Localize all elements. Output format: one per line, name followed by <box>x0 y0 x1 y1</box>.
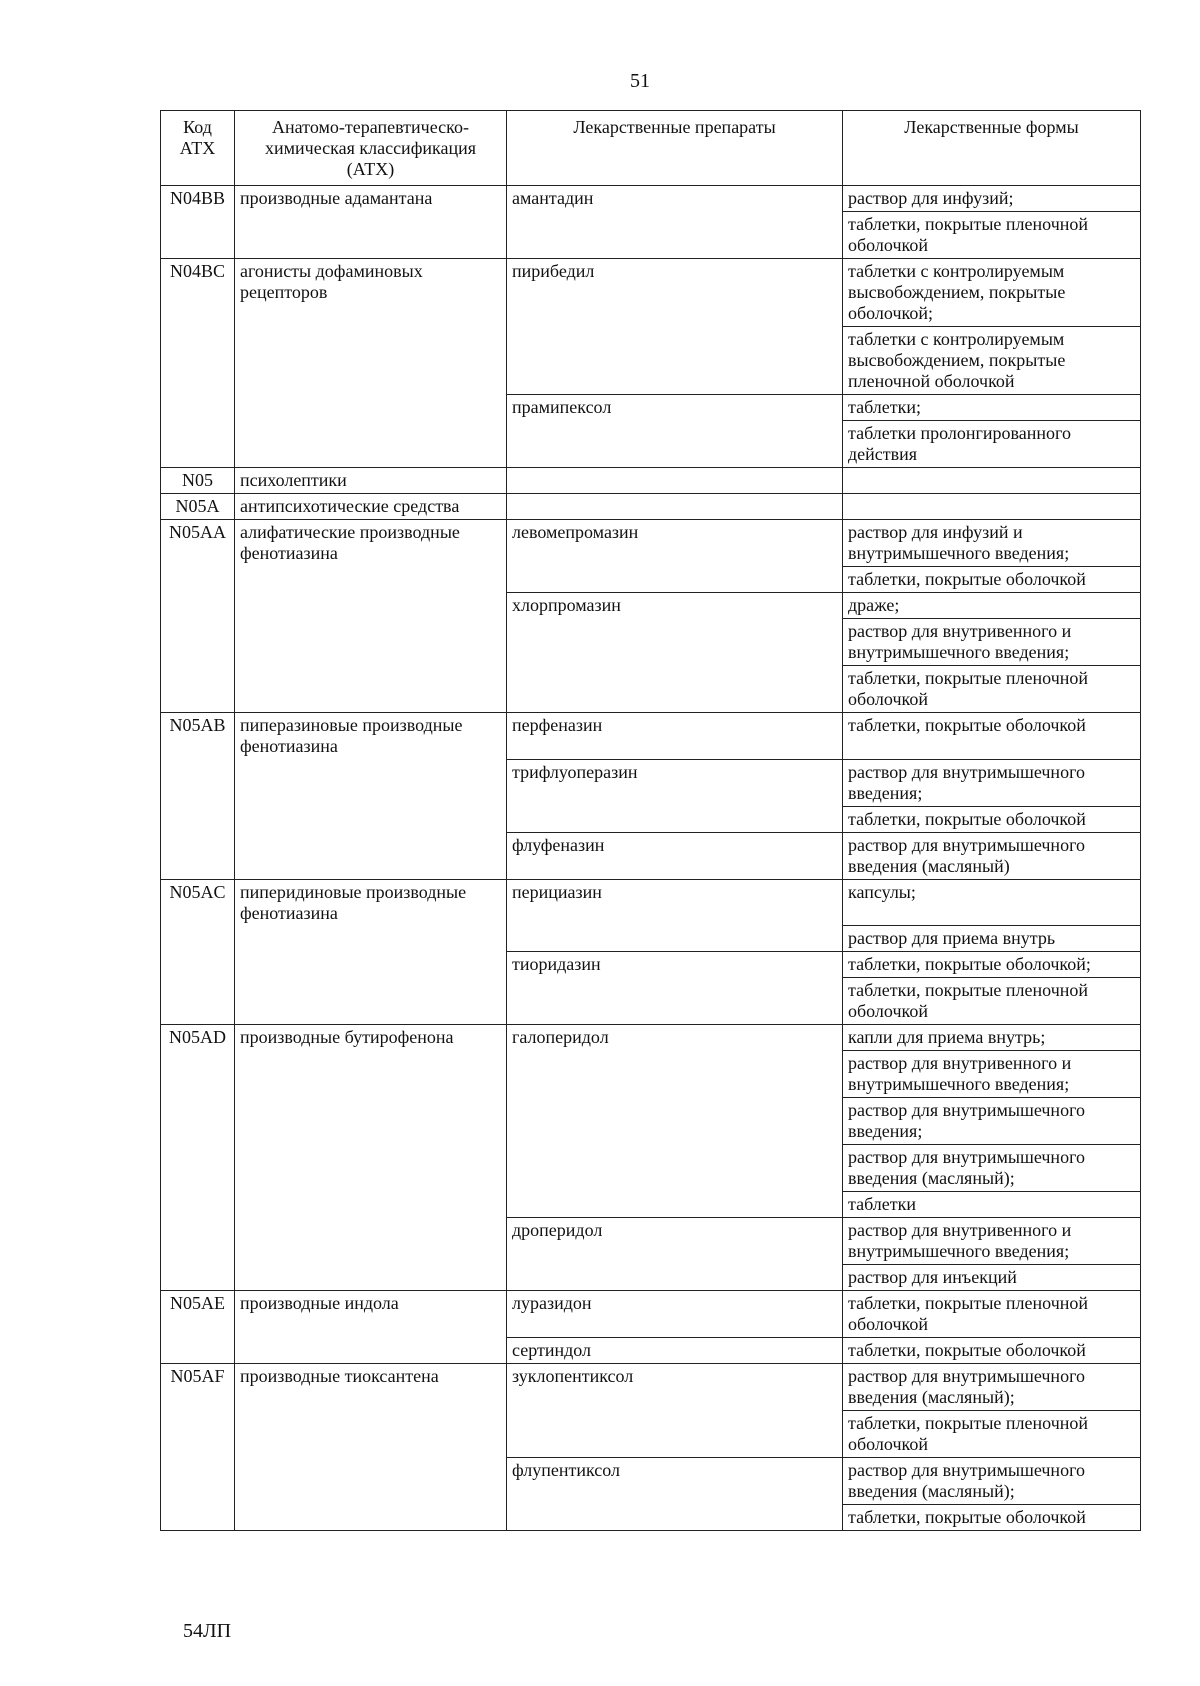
cell-classification <box>235 759 507 806</box>
cell-code <box>161 832 235 879</box>
cell-form: раствор для внутримышечного введения; <box>843 1098 1141 1145</box>
cell-drug: флупентиксол <box>507 1458 843 1505</box>
table-row <box>161 806 1141 832</box>
cell-form: раствор для внутривенного и внутримышечного введения; <box>843 1218 1141 1265</box>
cell-code <box>161 952 235 978</box>
cell-classification: пиперидиновые производные фенотиазина <box>235 879 507 926</box>
cell-code: N05AA <box>161 520 235 567</box>
cell-form: драже; <box>843 593 1141 619</box>
cell-form: таблетки с контролируемым высвобождением, покрытые оболочкой; <box>843 259 1141 327</box>
cell-classification <box>235 1338 507 1364</box>
cell-code <box>161 1218 235 1265</box>
cell-drug <box>507 1051 843 1098</box>
cell-form: таблетки, покрытые пленочной оболочкой <box>843 978 1141 1025</box>
cell-code <box>161 593 235 619</box>
cell-code <box>161 1145 235 1192</box>
table-row <box>161 494 1141 520</box>
header-drugs: Лекарственные препараты <box>507 111 843 186</box>
cell-form: раствор для внутривенного и внутримышечного введения; <box>843 619 1141 666</box>
table-row <box>161 1338 1141 1364</box>
cell-drug: луразидон <box>507 1291 843 1338</box>
table-row <box>161 619 1141 666</box>
table-row <box>161 1265 1141 1291</box>
table-row <box>161 1291 1141 1338</box>
table-row <box>161 1458 1141 1505</box>
table-row <box>161 1505 1141 1531</box>
cell-drug: хлорпромазин <box>507 593 843 619</box>
cell-code: N05AB <box>161 713 235 760</box>
cell-classification <box>235 1145 507 1192</box>
cell-form <box>843 494 1141 520</box>
cell-drug <box>507 1265 843 1291</box>
cell-form: раствор для внутривенного и внутримышечного введения; <box>843 1051 1141 1098</box>
cell-classification: агонисты дофаминовых рецепторов <box>235 259 507 327</box>
table-row <box>161 1364 1141 1411</box>
table-row <box>161 1192 1141 1218</box>
cell-form: таблетки, покрытые пленочной оболочкой <box>843 1291 1141 1338</box>
cell-classification: производные адамантана <box>235 186 507 212</box>
cell-code <box>161 212 235 259</box>
cell-code: N05AF <box>161 1364 235 1411</box>
cell-code <box>161 666 235 713</box>
cell-code <box>161 395 235 421</box>
cell-drug <box>507 327 843 395</box>
cell-code <box>161 1192 235 1218</box>
cell-classification <box>235 619 507 666</box>
cell-code <box>161 1265 235 1291</box>
header-row <box>161 111 1141 186</box>
cell-classification: психолептики <box>235 468 507 494</box>
cell-classification: пиперазиновые производные фенотиазина <box>235 713 507 760</box>
cell-form: таблетки; <box>843 395 1141 421</box>
table-row <box>161 1411 1141 1458</box>
table-row <box>161 468 1141 494</box>
cell-drug <box>507 212 843 259</box>
cell-drug <box>507 666 843 713</box>
cell-code: N05AC <box>161 879 235 926</box>
cell-drug <box>507 926 843 952</box>
cell-classification <box>235 1265 507 1291</box>
cell-form: раствор для внутримышечного введения (масляный); <box>843 1145 1141 1192</box>
cell-drug <box>507 1098 843 1145</box>
cell-drug: тиоридазин <box>507 952 843 978</box>
table-row <box>161 421 1141 468</box>
cell-code <box>161 421 235 468</box>
cell-form: таблетки <box>843 1192 1141 1218</box>
cell-classification <box>235 952 507 978</box>
table-row <box>161 1218 1141 1265</box>
cell-drug <box>507 978 843 1025</box>
header-classification: Анатомо-терапевтическо-химическая классификация (АТХ) <box>235 111 507 186</box>
cell-form: таблетки, покрытые пленочной оболочкой <box>843 212 1141 259</box>
cell-form: капли для приема внутрь; <box>843 1025 1141 1051</box>
cell-code: N05A <box>161 494 235 520</box>
cell-drug: пирибедил <box>507 259 843 327</box>
table-header <box>161 111 1141 186</box>
header-forms: Лекарственные формы <box>843 111 1141 186</box>
table-row <box>161 259 1141 327</box>
cell-classification <box>235 421 507 468</box>
cell-classification <box>235 1218 507 1265</box>
cell-form: таблетки, покрытые оболочкой <box>843 1338 1141 1364</box>
cell-form: таблетки с контролируемым высвобождением, покрытые пленочной оболочкой <box>843 327 1141 395</box>
cell-form: раствор для внутримышечного введения (масляный) <box>843 832 1141 879</box>
cell-classification <box>235 1192 507 1218</box>
cell-classification <box>235 395 507 421</box>
cell-form: раствор для внутримышечного введения; <box>843 759 1141 806</box>
cell-code: N05AE <box>161 1291 235 1338</box>
table-row <box>161 952 1141 978</box>
cell-code: N05AD <box>161 1025 235 1051</box>
cell-classification <box>235 926 507 952</box>
cell-form: таблетки, покрытые оболочкой <box>843 806 1141 832</box>
cell-classification <box>235 978 507 1025</box>
table-row <box>161 926 1141 952</box>
cell-form: таблетки, покрытые пленочной оболочкой <box>843 1411 1141 1458</box>
cell-form: таблетки, покрытые пленочной оболочкой <box>843 666 1141 713</box>
table-row <box>161 759 1141 806</box>
cell-classification <box>235 1411 507 1458</box>
cell-form: таблетки, покрытые оболочкой <box>843 713 1141 760</box>
cell-classification <box>235 212 507 259</box>
cell-code: N04BC <box>161 259 235 327</box>
cell-drug <box>507 494 843 520</box>
cell-drug: перициазин <box>507 879 843 926</box>
table-row <box>161 520 1141 567</box>
table-body <box>161 186 1141 1531</box>
cell-classification: производные тиоксантена <box>235 1364 507 1411</box>
cell-form: раствор для инфузий; <box>843 186 1141 212</box>
cell-classification <box>235 666 507 713</box>
cell-code <box>161 759 235 806</box>
cell-classification: производные бутирофенона <box>235 1025 507 1051</box>
table-row <box>161 1098 1141 1145</box>
cell-drug <box>507 421 843 468</box>
cell-drug: амантадин <box>507 186 843 212</box>
footer-document-code: 54ЛП <box>183 1620 232 1642</box>
cell-form: раствор для внутримышечного введения (масляный); <box>843 1364 1141 1411</box>
cell-code <box>161 1505 235 1531</box>
cell-classification <box>235 806 507 832</box>
cell-form: таблетки, покрытые оболочкой; <box>843 952 1141 978</box>
cell-code <box>161 806 235 832</box>
cell-classification: антипсихотические средства <box>235 494 507 520</box>
cell-drug <box>507 619 843 666</box>
cell-form: раствор для внутримышечного введения (масляный); <box>843 1458 1141 1505</box>
cell-classification <box>235 593 507 619</box>
cell-code: N05 <box>161 468 235 494</box>
cell-drug <box>507 468 843 494</box>
cell-code <box>161 978 235 1025</box>
cell-form <box>843 468 1141 494</box>
cell-classification <box>235 1098 507 1145</box>
table-row <box>161 567 1141 593</box>
cell-drug <box>507 1505 843 1531</box>
cell-form: капсулы; <box>843 879 1141 926</box>
cell-code <box>161 926 235 952</box>
cell-drug <box>507 567 843 593</box>
cell-drug <box>507 1192 843 1218</box>
cell-drug: флуфеназин <box>507 832 843 879</box>
cell-form: таблетки, покрытые оболочкой <box>843 567 1141 593</box>
cell-form: раствор для приема внутрь <box>843 926 1141 952</box>
cell-form: раствор для инфузий и внутримышечного введения; <box>843 520 1141 567</box>
cell-code <box>161 1051 235 1098</box>
table-row <box>161 327 1141 395</box>
table-row <box>161 186 1141 212</box>
table-row <box>161 832 1141 879</box>
table-row <box>161 713 1141 760</box>
cell-code <box>161 327 235 395</box>
cell-classification <box>235 832 507 879</box>
cell-drug: прамипексол <box>507 395 843 421</box>
table-row <box>161 666 1141 713</box>
header-code: Код АТХ <box>161 111 235 186</box>
table-row <box>161 212 1141 259</box>
cell-code <box>161 1338 235 1364</box>
table-row <box>161 978 1141 1025</box>
cell-code <box>161 1098 235 1145</box>
cell-drug: трифлуоперазин <box>507 759 843 806</box>
table-row <box>161 1025 1141 1051</box>
cell-drug: сертиндол <box>507 1338 843 1364</box>
table-row <box>161 1051 1141 1098</box>
cell-drug <box>507 806 843 832</box>
cell-classification <box>235 327 507 395</box>
atc-table <box>160 110 1141 1531</box>
cell-drug <box>507 1145 843 1192</box>
cell-form: таблетки, покрытые оболочкой <box>843 1505 1141 1531</box>
cell-classification: производные индола <box>235 1291 507 1338</box>
cell-drug: левомепромазин <box>507 520 843 567</box>
table-row <box>161 1145 1141 1192</box>
cell-drug: перфеназин <box>507 713 843 760</box>
cell-classification <box>235 1505 507 1531</box>
cell-code <box>161 619 235 666</box>
cell-drug: галоперидол <box>507 1025 843 1051</box>
cell-drug: дроперидол <box>507 1218 843 1265</box>
cell-code: N04BB <box>161 186 235 212</box>
cell-form: раствор для инъекций <box>843 1265 1141 1291</box>
cell-drug <box>507 1411 843 1458</box>
cell-drug: зуклопентиксол <box>507 1364 843 1411</box>
cell-code <box>161 567 235 593</box>
cell-classification <box>235 1051 507 1098</box>
table-row <box>161 879 1141 926</box>
cell-classification <box>235 567 507 593</box>
table-row <box>161 395 1141 421</box>
cell-code <box>161 1411 235 1458</box>
cell-form: таблетки пролонгированного действия <box>843 421 1141 468</box>
table-row <box>161 593 1141 619</box>
cell-code <box>161 1458 235 1505</box>
cell-classification <box>235 1458 507 1505</box>
page-number: 51 <box>630 70 650 92</box>
cell-classification: алифатические производные фенотиазина <box>235 520 507 567</box>
